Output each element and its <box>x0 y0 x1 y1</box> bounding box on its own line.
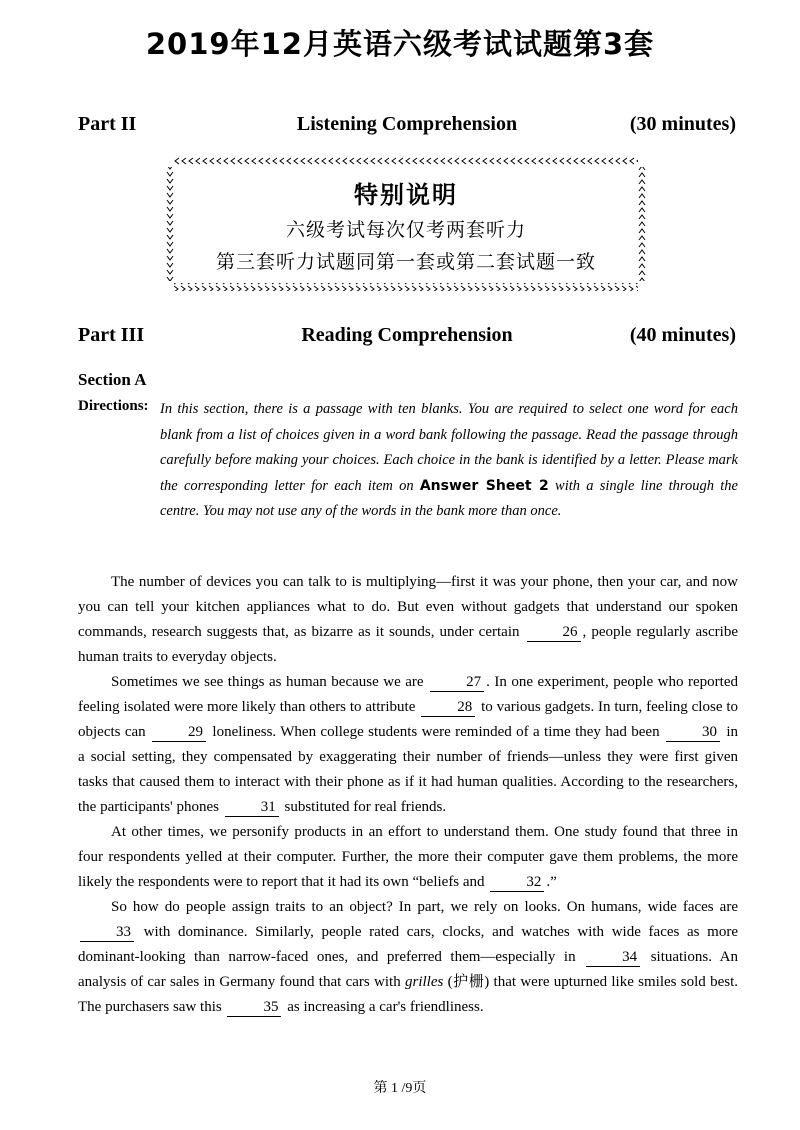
paragraph-2 <box>78 670 738 820</box>
part-label: Part III <box>78 324 145 346</box>
passage-text: as increasing a car's friendliness. <box>283 999 484 1015</box>
part-name: Reading Comprehension <box>301 324 513 346</box>
part-iii-header <box>78 324 736 350</box>
passage-text: So how do people assign traits to an object? In part, we rely on looks. On humans, wide faces are <box>111 899 738 915</box>
passage-text: .” <box>546 874 557 890</box>
blank-26: 26 <box>527 623 581 642</box>
notice-line-2: 第三套听力试题同第一套或第二套试题一致 <box>215 251 596 273</box>
blank-30: 30 <box>666 723 720 742</box>
passage-text: The number of devices you can talk to is multiplying—first it was your phone, then your car, and now you can tell your kitchen appliances what to do. But even without gadgets that understand our spoken commands, research suggests that, as bizarre as it sounds, under certain <box>78 574 738 640</box>
blank-28: 28 <box>421 698 475 717</box>
part-label: Part II <box>78 113 137 135</box>
blank-31: 31 <box>225 798 279 817</box>
directions-label <box>78 398 149 415</box>
part-ii-header <box>78 113 736 139</box>
blank-29: 29 <box>152 723 206 742</box>
term-gloss: (护栅) <box>443 974 490 990</box>
passage-text: situations. An analysis of car sales in Germany found that cars with <box>78 949 738 990</box>
passage-text: , people regularly ascribe human traits to everyday objects. <box>78 624 738 665</box>
passage-text: in a social setting, they compensated by exaggerating their number of friends—unless they were first given tasks that caused them to interact with their phone as if it had human qualities. According to the researchers, the participants' phones <box>78 724 739 815</box>
blank-32: 32 <box>490 873 544 892</box>
passage-text: that were upturned like smiles sold best. The purchasers saw this <box>78 974 739 1015</box>
passage-text: with dominance. Similarly, people rated cars, clocks, and watches with wide faces as more dominant-looking than narrow-faced ones, and preferred them—especially in <box>78 924 738 965</box>
part-time: (40 minutes) <box>629 324 736 346</box>
part-name: Listening Comprehension <box>296 113 518 135</box>
term-grilles: grilles <box>405 974 444 990</box>
passage-text: Sometimes we see things as human because we are <box>111 674 429 690</box>
blank-35: 35 <box>227 998 281 1017</box>
blank-27: 27 <box>430 673 484 692</box>
directions-colon: : <box>143 398 149 414</box>
reading-passage <box>78 570 738 1020</box>
paragraph-4 <box>78 895 738 1020</box>
notice-line-1: 六级考试每次仅考两套听力 <box>285 219 526 241</box>
section-heading: Section A <box>78 370 147 389</box>
directions-text-a: In this section, there is a passage with ten blanks. You are required to select one word for each blank from a list of choices given in a word bank following the passage. Read the passage through carefully before making your choices. Each choice in the bank is identified by a letter. Please mark the corresponding letter for each item on <box>160 401 738 494</box>
blank-33: 33 <box>80 923 134 942</box>
passage-text: loneliness. When college students were reminded of a time they had been <box>208 724 664 740</box>
passage-text: substituted for real friends. <box>280 799 447 815</box>
part-time: (30 minutes) <box>629 113 736 135</box>
passage-text: At other times, we personify products in an effort to understand them. One study found that three in four respondents yelled at their computer. Further, the more their computer gave them problems, the more likely the respondents were to report that it had its own “beliefs and <box>78 824 738 890</box>
page-number: 第 1 /9页 <box>373 1081 427 1096</box>
answer-sheet-ref: Answer Sheet 2 <box>419 477 549 494</box>
page-title: 2019年12月英语六级考试试题第3套 <box>145 27 655 61</box>
notice-heading: 特别说明 <box>354 181 458 209</box>
paragraph-3 <box>78 820 738 895</box>
directions-text-b: with a single line through the centre. You may not use any of the words in the bank more than once. <box>160 477 738 519</box>
passage-text: . In one experiment, people who reported feeling isolated were more likely than others to attribute <box>78 674 738 715</box>
directions-text <box>160 397 738 525</box>
paragraph-1 <box>78 570 738 670</box>
passage-text: to various gadgets. In turn, feeling close to objects can <box>78 699 738 740</box>
directions-label-text: Directions <box>78 398 144 414</box>
blank-34: 34 <box>586 948 640 967</box>
special-notice-box <box>166 157 646 291</box>
